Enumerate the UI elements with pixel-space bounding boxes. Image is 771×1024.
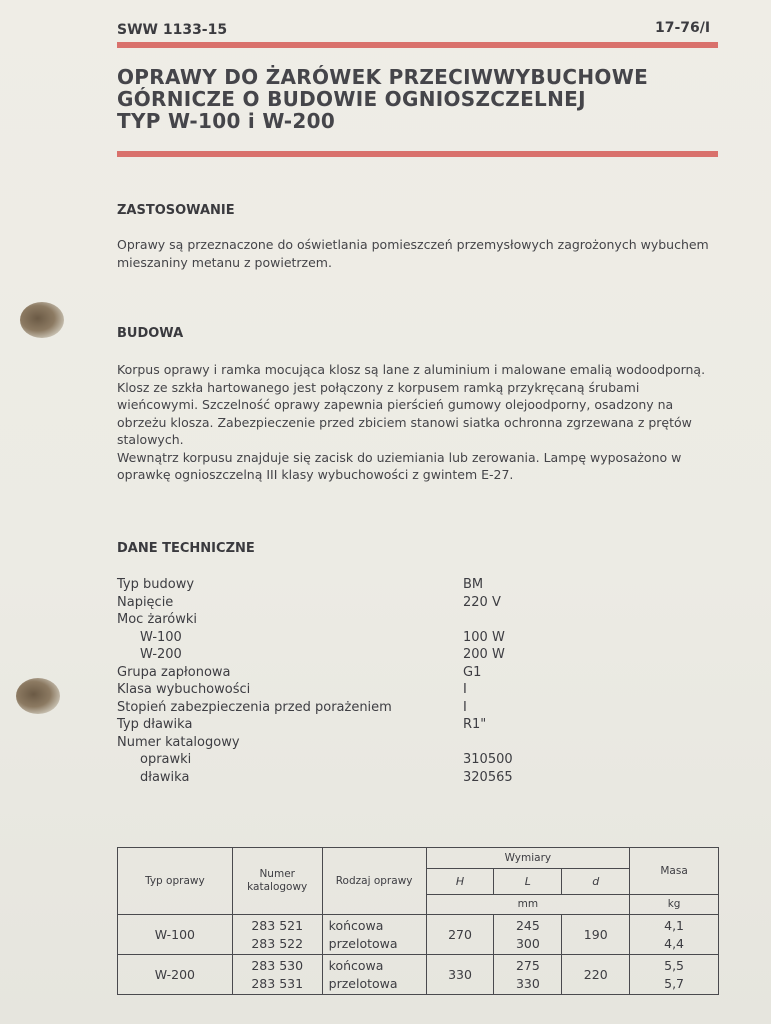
spec-value: G1 [463,664,482,680]
spec-row [117,611,537,629]
document-number: 17-76/I [655,20,711,36]
cell-l [494,955,562,995]
title-line-2: GÓRNICZE O BUDOWIE OGNIOSZCZELNEJ [117,87,586,111]
cell-d: 220 [562,955,630,995]
page-title [117,66,727,132]
header-d: d [562,869,630,895]
spec-row [117,751,537,769]
spec-label: Typ dławika [117,717,193,732]
table-row [118,915,719,955]
spec-value: 200 W [463,647,505,662]
cell-value: 5,5 [664,957,685,973]
cell-masa [630,955,719,995]
cell-value: 283 522 [251,935,304,951]
spec-label: Klasa wybuchowości [117,682,251,697]
document-code: SWW 1133-15 [117,22,228,38]
header-unit-kg: kg [630,895,719,915]
header-unit-mm: mm [426,895,630,915]
cell-value: przelotowa [328,935,398,951]
header-wymiary: Wymiary [426,848,630,869]
cell-d: 190 [562,915,630,955]
spec-label: W-200 [140,647,182,662]
header-l: L [494,869,562,895]
zastosowanie-text [117,236,722,271]
spec-value: BM [463,577,484,592]
dimensions-table [117,847,719,995]
spec-row [117,716,537,734]
spec-label: W-100 [140,629,182,645]
section-heading-zastosowanie: ZASTOSOWANIE [117,203,235,218]
spec-row [117,699,537,717]
cell-value: 5,7 [664,975,685,991]
spec-row [117,681,537,699]
spec-value: 320565 [463,769,513,785]
budowa-paragraph-1: Korpus oprawy i ramka mocująca klosz są lane z aluminium i malowane emalią wodoodporną. Klosz ze szkła hartowanego jest połączony z korpusem ramką przykręcaną śrubami wieńcowymi. Szczelność oprawy zapewnia pierścień gumowy olejoodporny, osadzony na obrzeżu klosza. Zabezpieczenie przed zbiciem stanowi siatka ochronna zgrzewana z prętów stalowych. [117,362,706,447]
spec-value: 100 W [463,629,505,645]
cell-h: 270 [426,915,494,955]
cell-value: 4,4 [664,935,685,951]
cell-value: 245 [515,917,540,933]
header-rodzaj: Rodzaj oprawy [322,848,426,915]
title-line-3: TYP W-100 i W-200 [117,109,336,133]
cell-h: 330 [426,955,494,995]
punched-hole-lower [16,678,60,714]
header-masa: Masa [630,848,719,895]
title-line-1: OPRAWY DO ŻARÓWEK PRZECIWWYBUCHOWE [117,65,649,89]
spec-row [117,769,537,787]
spec-row [117,594,537,612]
spec-row [117,629,537,647]
spec-value: I [463,699,467,715]
spec-label: Typ budowy [117,577,195,592]
spec-label: Grupa zapłonowa [117,664,231,680]
cell-value: końcowa [328,957,384,973]
cell-value: 330 [515,975,540,991]
cell-value: przelotowa [328,975,398,991]
cell-value: 275 [515,957,540,973]
spec-label: Moc żarówki [117,612,198,627]
cell-typ: W-200 [118,955,233,995]
section-heading-budowa: BUDOWA [117,326,184,341]
cell-rodzaj [322,915,426,955]
spec-label: dławika [140,769,190,785]
cell-typ: W-100 [118,915,233,955]
spec-label: Napięcie [117,594,174,610]
cell-numer [232,915,322,955]
cell-numer [232,955,322,995]
spec-value: I [463,682,467,697]
budowa-text [117,361,722,484]
technical-data-list [117,576,537,786]
section-heading-dane: DANE TECHNICZNE [117,541,255,556]
cell-value: 4,1 [664,917,685,933]
cell-value: 300 [515,935,540,951]
spec-row [117,646,537,664]
spec-value: 220 V [463,594,501,610]
header-h: H [426,869,494,895]
spec-row [117,576,537,594]
cell-rodzaj [322,955,426,995]
header-rule [117,42,718,48]
cell-l [494,915,562,955]
header-typ: Typ oprawy [118,848,233,915]
spec-label: Numer katalogowy [117,734,240,750]
spec-row [117,664,537,682]
cell-masa [630,915,719,955]
spec-label: Stopień zabezpieczenia przed porażeniem [117,699,392,715]
spec-value: R1" [463,717,487,732]
title-rule [117,151,718,157]
punched-hole-upper [20,302,64,338]
spec-label: oprawki [140,752,192,767]
table-header-row [118,848,719,869]
cell-value: 283 531 [251,975,304,991]
cell-value: końcowa [328,917,384,933]
spec-row [117,734,537,752]
table-row [118,955,719,995]
header-numer: Numer katalogowy [232,848,322,915]
cell-value: 283 521 [251,917,304,933]
budowa-paragraph-2: Wewnątrz korpusu znajduje się zacisk do uziemiania lub zerowania. Lampę wyposażono w oprawkę ognioszczelną III klasy wybuchowości z gwintem E-27. [117,449,682,482]
cell-value: 283 530 [251,957,304,973]
spec-value: 310500 [463,752,513,767]
zastosowanie-paragraph: Oprawy są przeznaczone do oświetlania pomieszczeń przemysłowych zagrożonych wybuchem mieszaniny metanu z powietrzem. [117,237,709,270]
